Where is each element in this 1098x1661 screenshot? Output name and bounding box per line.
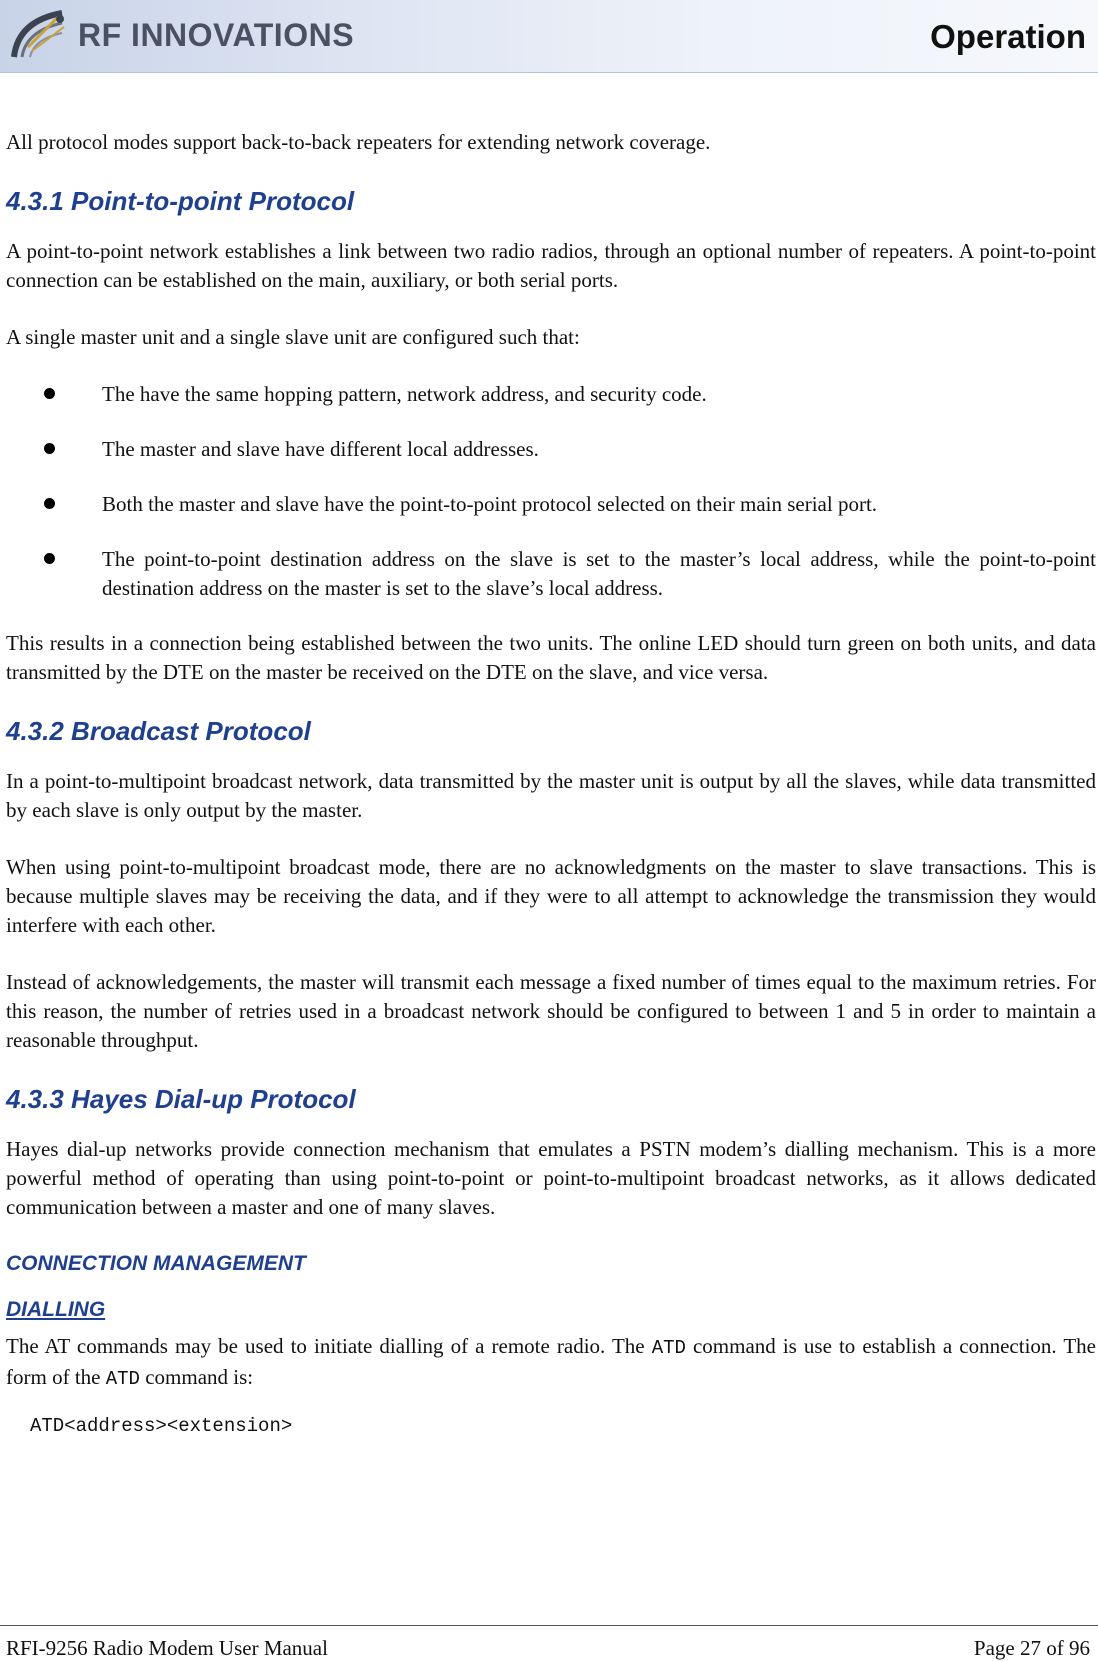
section-heading-broadcast: 4.3.2 Broadcast Protocol — [6, 716, 311, 746]
paragraph: A single master unit and a single slave unit are configured such that: — [6, 325, 580, 349]
paragraph: This results in a connection being established between the two units. The online LED should turn green on both units, and data transmitted by the DTE on the master be received on the DTE on the slave, and vice versa. — [6, 631, 1096, 684]
bullet-icon — [44, 553, 55, 564]
page-footer — [0, 1625, 1098, 1660]
company-logo — [8, 6, 354, 64]
paragraph: Instead of acknowledgements, the master will transmit each message a fixed number of times equal to the maximum retries. For this reason, the number of retries used in a broadcast network should be configured to between 1 and 5 in order to maintain a reasonable throughput. — [6, 970, 1096, 1052]
paragraph: Hayes dial-up networks provide connection mechanism that emulates a PSTN modem’s dialling mechanism. This is a more powerful method of operating than using point-to-point or point-to-multipoint broadcast networks, as it allows dedicated communication between a master and one of many slaves. — [6, 1137, 1096, 1219]
bullet-icon — [44, 498, 55, 509]
paragraph: A point-to-point network establishes a link between two radio radios, through an optional number of repeaters. A point-to-point connection can be established on the main, auxiliary, or both serial ports. — [6, 239, 1096, 292]
logo-text: RF INNOVATIONS — [78, 16, 355, 53]
subheading-connection-management: CONNECTION MANAGEMENT — [6, 1252, 306, 1275]
satellite-dish-icon — [8, 7, 72, 63]
text-run: command is: — [139, 1365, 254, 1389]
inline-command: ATD — [105, 1368, 140, 1390]
text-run: command is use to establish a connection. The form of the — [6, 1334, 1097, 1389]
dialling-paragraph — [6, 1332, 1096, 1394]
subheading-dialling: DIALLING — [6, 1298, 106, 1321]
list-item-text: The master and slave have different local addresses. — [102, 437, 539, 461]
list-item — [6, 380, 1096, 409]
code-example: ATD<address><extension> — [30, 1415, 293, 1437]
section-title: Operation — [930, 18, 1086, 55]
page-number: Page 27 of 96 — [973, 1636, 1090, 1660]
page-content — [6, 128, 1096, 1441]
list-item — [6, 545, 1096, 603]
list-item-text: The have the same hopping pattern, network address, and security code. — [102, 382, 707, 406]
bullet-icon — [44, 388, 55, 399]
page-header — [0, 0, 1098, 73]
manual-title: RFI-9256 Radio Modem User Manual — [6, 1636, 328, 1660]
paragraph: In a point-to-multipoint broadcast network, data transmitted by the master unit is output by all the slaves, while data transmitted by each slave is only output by the master. — [6, 769, 1096, 822]
list-item-text: Both the master and slave have the point-to-point protocol selected on their main serial port. — [102, 492, 878, 516]
list-item — [6, 490, 1096, 519]
inline-command: ATD — [651, 1337, 686, 1359]
text-run: The AT commands may be used to initiate dialling of a remote radio. The — [6, 1334, 652, 1358]
section-heading-point-to-point: 4.3.1 Point-to-point Protocol — [6, 186, 355, 216]
list-item — [6, 435, 1096, 464]
config-bullet-list — [6, 380, 1096, 603]
section-heading-hayes: 4.3.3 Hayes Dial-up Protocol — [6, 1084, 356, 1114]
paragraph: When using point-to-multipoint broadcast mode, there are no acknowledgments on the master to slave transactions. This is because multiple slaves may be receiving the data, and if they were to all attempt to acknowledge the transmission they would interfere with each other. — [6, 855, 1096, 937]
intro-paragraph: All protocol modes support back-to-back repeaters for extending network coverage. — [6, 130, 711, 154]
list-item-text: The point-to-point destination address on the slave is set to the master’s local address, while the point-to-point destination address on the master is set to the slave’s local address. — [102, 547, 1096, 600]
bullet-icon — [44, 443, 55, 454]
